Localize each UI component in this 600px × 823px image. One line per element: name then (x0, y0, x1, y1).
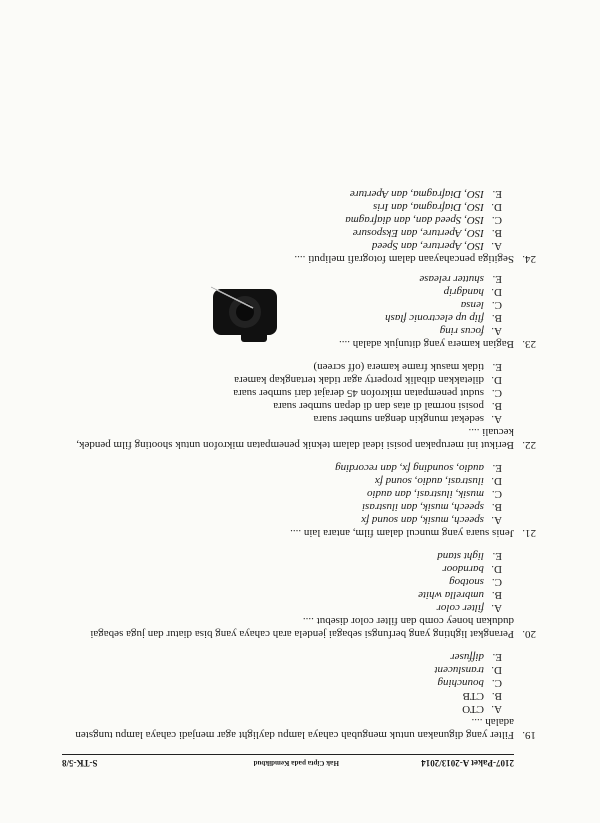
option-letter: E. (492, 550, 502, 562)
option-text: lensa (460, 299, 484, 311)
question-text: Bagian kamera yang ditunjuk adalah .... (338, 338, 514, 350)
option-letter: C. (491, 488, 502, 500)
option-text: filter color (436, 602, 484, 614)
option-b (56, 689, 502, 702)
header-exam-code: 2107-Paket A-2013/2014 (421, 758, 514, 768)
option-list (56, 549, 502, 614)
option-b (56, 500, 502, 513)
option-letter: D. (491, 201, 502, 213)
option-c (56, 676, 502, 689)
option-text: sudut penempatan mikrofon 45 derajat dari sumber suara (233, 387, 484, 399)
option-text: snotbog (449, 576, 484, 588)
option-letter: A. (491, 514, 502, 526)
option-text: speech, musik, dan ilustrasi (362, 501, 484, 513)
question-21 (56, 461, 536, 539)
option-letter: B. (491, 690, 502, 702)
option-letter: C. (491, 576, 502, 588)
option-text: musik, ilustrasi, dan audio (366, 488, 484, 500)
question-text: Perangkat lighting yang berfungsi sebagai jendela arah cahaya yang bisa diatur dan juga sebagai dudukan honey comb dan filter color disebut .... (90, 615, 514, 640)
option-list (56, 187, 502, 252)
option-letter: D. (491, 475, 502, 487)
option-text: posisi normal di atas dan di depan sumber suara (273, 400, 484, 412)
option-letter: E. (492, 361, 502, 373)
option-d (56, 373, 502, 386)
option-letter: A. (491, 602, 502, 614)
option-text: focus ring (439, 325, 484, 337)
option-list (56, 650, 502, 715)
option-letter: B. (491, 227, 502, 239)
option-text: sedekat mungkin dengan sumber suara (313, 413, 484, 425)
option-letter: D. (491, 664, 502, 676)
option-text: bounching (437, 677, 484, 689)
option-c (56, 213, 502, 226)
option-text: ilustrasi, audio, sound fx (374, 475, 484, 487)
option-text: ISO, Diafragma, dan Aperture (349, 188, 484, 200)
header-copyright: Hak Cipta pada Kemdikbud (253, 759, 339, 767)
option-text: diletakkan dibalik property agar tidak tertangkap kamera (234, 374, 484, 386)
option-c (56, 386, 502, 399)
option-letter: E. (492, 462, 502, 474)
option-letter: B. (491, 312, 502, 324)
option-text: shutter release (419, 273, 484, 285)
option-text: diffuser (450, 651, 484, 663)
option-d (56, 200, 502, 213)
option-text: ISO, Speed dan, dan diafragma (345, 214, 484, 226)
option-text: speech, musik, dan sound fx (361, 514, 484, 526)
option-text: CTB (462, 690, 484, 702)
header-page-code: S-TK-5/8 (62, 758, 98, 768)
option-letter: D. (491, 286, 502, 298)
option-letter: B. (491, 589, 502, 601)
option-letter: C. (491, 214, 502, 226)
option-letter: C. (491, 387, 502, 399)
option-letter: B. (491, 501, 502, 513)
question-number: 23. (522, 338, 536, 350)
option-letter: A. (491, 703, 502, 715)
option-b (56, 226, 502, 239)
question-text: Filter yang digunakan untuk mengubah cahaya lampu daylight agar menjadi cahaya lampu tungsten adalah .... (75, 716, 514, 741)
option-text: light stand (437, 550, 484, 562)
option-text: ISO, Diafragma, dan Iris (373, 201, 484, 213)
option-a (56, 702, 502, 715)
option-letter: B. (491, 400, 502, 412)
question-number: 22. (522, 439, 536, 451)
option-c (56, 487, 502, 500)
option-text: translucent (434, 664, 484, 676)
option-letter: A. (491, 325, 502, 337)
question-23 (56, 275, 536, 350)
option-e (56, 650, 502, 663)
option-b (56, 399, 502, 412)
camera-image (209, 283, 281, 345)
option-text: flip up electronic flash (385, 312, 484, 324)
option-d (56, 663, 502, 676)
option-c (56, 575, 502, 588)
option-e (56, 549, 502, 562)
option-text: ISO, Aperture, dan Eksposure (352, 227, 484, 239)
option-text: barndoor (442, 563, 484, 575)
option-text: umbrella white (418, 589, 484, 601)
option-text: audio, sounding fx, dan recording (335, 462, 484, 474)
option-d (56, 474, 502, 487)
question-19 (56, 650, 536, 741)
option-a (56, 412, 502, 425)
option-a (56, 513, 502, 526)
question-number: 20. (522, 628, 536, 640)
option-letter: E. (492, 651, 502, 663)
camera-icon (209, 283, 281, 345)
option-letter: A. (491, 240, 502, 252)
option-a (56, 601, 502, 614)
page-header (62, 754, 514, 769)
option-e (56, 360, 502, 373)
question-number: 21. (522, 527, 536, 539)
option-text: tidak masuk frame kamera (off screen) (313, 361, 484, 373)
option-b (56, 588, 502, 601)
question-text: Segitiga pencahayaan dalam fotografi meliputi .... (294, 253, 514, 265)
option-text: handgrip (443, 286, 484, 298)
option-text: ISO, Aperture, dan Speed (371, 240, 484, 252)
option-a (56, 239, 502, 252)
question-24 (56, 187, 536, 265)
option-list (56, 461, 502, 526)
question-22 (56, 360, 536, 451)
option-e (56, 461, 502, 474)
question-20 (56, 549, 536, 640)
option-letter: E. (492, 273, 502, 285)
question-number: 19. (522, 729, 536, 741)
question-text: Berikut ini merupakan posisi ideal dalam teknik penempatan mikrofon untuk shooting film pendek, kecuali .... (76, 426, 514, 451)
option-e (56, 187, 502, 200)
option-text: CTO (462, 703, 484, 715)
option-letter: E. (492, 188, 502, 200)
option-letter: C. (491, 677, 502, 689)
option-letter: D. (491, 563, 502, 575)
question-number: 24. (522, 253, 536, 265)
option-list (56, 360, 502, 425)
question-text: Jenis suara yang muncul dalam film, antara lain .... (290, 527, 514, 539)
option-letter: A. (491, 413, 502, 425)
option-d (56, 562, 502, 575)
question-list (56, 177, 536, 741)
option-letter: C. (491, 299, 502, 311)
option-letter: D. (491, 374, 502, 386)
